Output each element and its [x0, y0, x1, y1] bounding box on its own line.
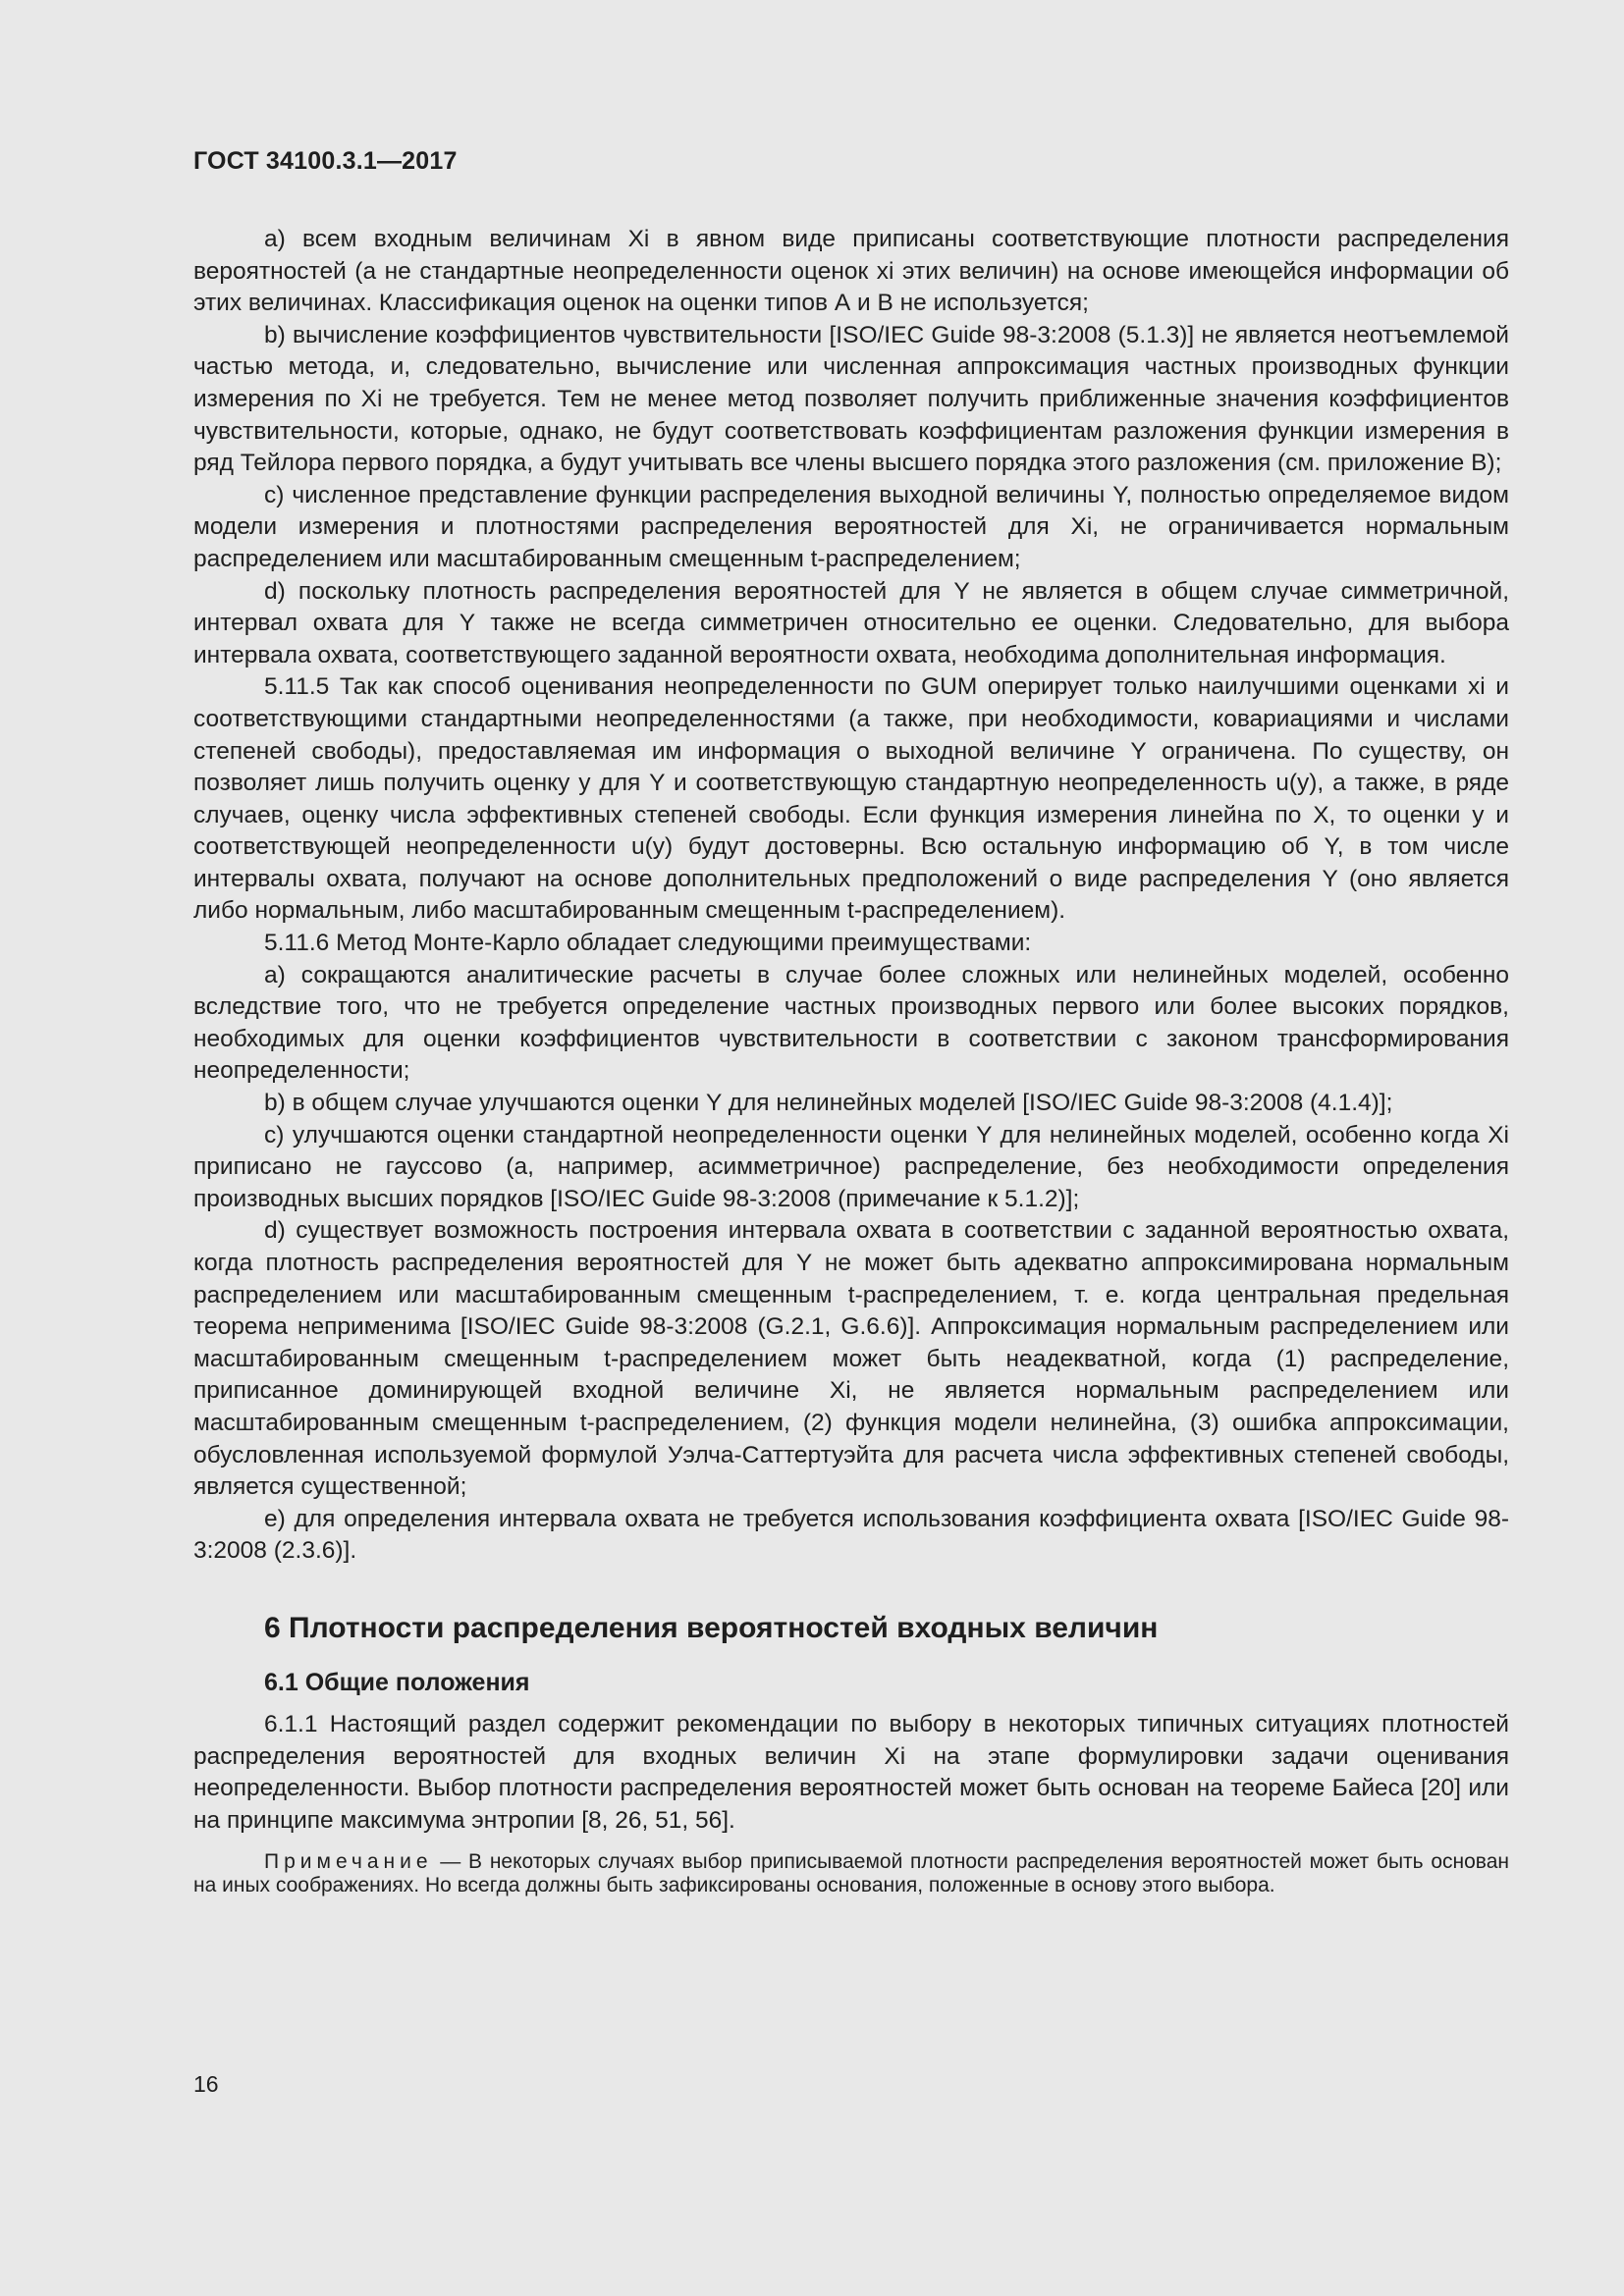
- paragraph-5-11-6-c: c) улучшаются оценки стандартной неопределенности оценки Y для нелинейных моделей, особенно когда Xi приписано не гауссово (а, например, асимметричное) распределение, без необходимости определения производных высших порядков [ISO/IEC Guide 98-3:2008 (примечание к 5.1.2)];: [193, 1121, 1509, 1212]
- note: [193, 1850, 1509, 1897]
- note-text: — В некоторых случаях выбор приписываемой плотности распределения вероятностей может быть основан на иных соображениях. Но всегда должны быть зафиксированы основания, положенные в основу этого выбора.: [193, 1850, 1509, 1897]
- paragraph-5-11-4-c: c) численное представление функции распределения выходной величины Y, полностью определяемое видом модели измерения и плотностями распределения вероятностей для Xi, не ограничивается нормальным распределением или масштабированным смещенным t-распределением;: [193, 481, 1509, 572]
- paragraph-5-11-4-d: d) поскольку плотность распределения вероятностей для Y не является в общем случае симметричной, интервал охвата для Y также не всегда симметричен относительно ее оценки. Следовательно, для выбора интервала охвата, соответствующего заданной вероятности охвата, необходима дополнительная информация.: [193, 577, 1509, 668]
- document-header: ГОСТ 34100.3.1—2017: [193, 147, 458, 175]
- paragraph-5-11-4-b: b) вычисление коэффициентов чувствительности [ISO/IEC Guide 98-3:2008 (5.1.3)] не является неотъемлемой частью метода, и, следовательно, вычисление или численная аппроксимация частных производных функции измерения по Xi не требуется. Тем не менее метод позволяет получить приближенные значения коэффициентов чувствительности, которые, однако, не будут соответствовать коэффициентам разложения функции измерения в ряд Тейлора первого порядка, а будут учитывать все члены высшего порядка этого разложения (см. приложение В);: [193, 321, 1509, 477]
- paragraph-5-11-4-a: a) всем входным величинам Xi в явном виде приписаны соответствующие плотности распределения вероятностей (а не стандартные неопределенности оценок xi этих величин) на основе имеющейся информации об этих величинах. Классификация оценок на оценки типов А и В не используется;: [193, 226, 1509, 317]
- subsection-title: 6.1 Общие положения: [264, 1668, 530, 1696]
- paragraph-5-11-6: 5.11.6 Метод Монте-Карло обладает следующими преимуществами:: [264, 930, 1032, 957]
- paragraph-6-1-1: 6.1.1 Настоящий раздел содержит рекомендации по выбору в некоторых типичных ситуациях плотностей распределения вероятностей для входных величин Xi на этапе формулировки задачи оценивания неопределенности. Выбор плотности распределения вероятностей может быть основан на теореме Байеса [20] или на принципе максимума энтропии [8, 26, 51, 56].: [193, 1710, 1509, 1834]
- page-number: 16: [193, 2071, 219, 2097]
- document-body: [193, 224, 1509, 1897]
- section-title: 6 Плотности распределения вероятностей входных величин: [264, 1611, 1159, 1644]
- paragraph-5-11-6-d: d) существует возможность построения интервала охвата в соответствии с заданной вероятностью охвата, когда плотность распределения вероятностей для Y не может быть адекватно аппроксимирована нормальным распределением или масштабированным смещенным t-распределением, т. е. когда центральная предельная теорема неприменима [ISO/IEC Guide 98-3:2008 (G.2.1, G.6.6)]. Аппроксимация нормальным распределением или масштабированным смещенным t-распределением может быть неадекватной, когда (1) распределение, приписанное доминирующей входной величине Xi, не является нормальным распределением или масштабированным смещенным t-распределением, (2) функция модели нелинейна, (3) ошибка аппроксимации, обусловленная используемой формулой Уэлча-Саттертуэйта для расчета числа эффективных степеней свободы, является существенной;: [193, 1217, 1509, 1501]
- paragraph-5-11-5: 5.11.5 Так как способ оценивания неопределенности по GUM оперирует только наилучшими оценками xi и соответствующими стандартными неопределенностями (а также, при необходимости, ковариациями и числами степеней свободы), предоставляемая им информация о выходной величине Y ограничена. По существу, он позволяет лишь получить оценку y для Y и соответствующую стандартную неопределенность u(y), а также, в ряде случаев, оценку числа эффективных степеней свободы. Если функция измерения линейна по X, то оценки y и соответствующей неопределенности u(y) будут достоверны. Всю остальную информацию об Y, в том числе интервалы охвата, получают на основе дополнительных предположений о виде распределения Y (оно является либо нормальным, либо масштабированным смещенным t-распределением).: [193, 673, 1509, 925]
- note-label: Примечание: [264, 1850, 433, 1874]
- paragraph-5-11-6-a: a) сокращаются аналитические расчеты в случае более сложных или нелинейных моделей, особенно вследствие того, что не требуется определение частных производных первого или более высоких порядков, необходимых для оценки коэффициентов чувствительности в соответствии с законом трансформирования неопределенности;: [193, 961, 1509, 1085]
- paragraph-5-11-6-b: b) в общем случае улучшаются оценки Y для нелинейных моделей [ISO/IEC Guide 98-3:2008 (4.1.4)];: [264, 1090, 1393, 1117]
- paragraph-5-11-6-e: e) для определения интервала охвата не требуется использования коэффициента охвата [ISO/IEC Guide 98-3:2008 (2.3.6)].: [193, 1505, 1509, 1565]
